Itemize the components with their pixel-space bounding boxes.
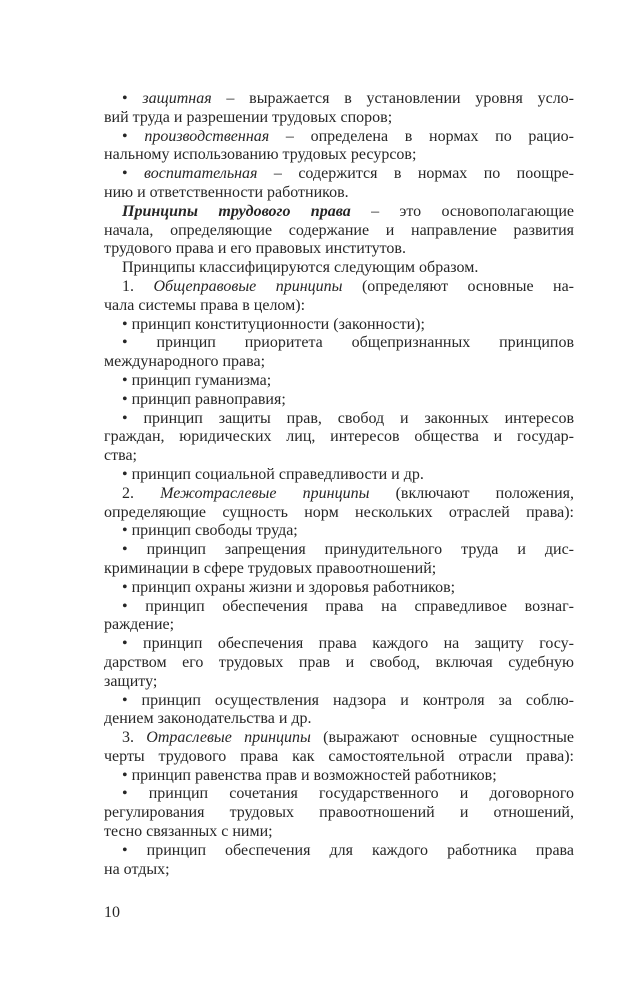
- text-line: [104, 616, 574, 635]
- page-body: [104, 90, 574, 879]
- text-line: [104, 579, 574, 598]
- italic-term: Межотраслевые принципы: [160, 484, 370, 502]
- text-line: [104, 410, 574, 429]
- text-line: [104, 240, 574, 259]
- text-line: [104, 842, 574, 861]
- text-run: • принцип запрещения принудительного труда и дис-: [122, 541, 574, 559]
- text-line: [104, 635, 574, 654]
- text-run: • принцип обеспечения права каждого на защиту госу-: [122, 635, 574, 653]
- text-run: начала, определяющие содержание и направление развития: [104, 221, 574, 239]
- text-run: регулирования трудовых правоотношений и отношений,: [104, 804, 574, 822]
- text-run: ства;: [104, 447, 137, 465]
- text-run: •: [122, 90, 143, 107]
- text-run: трудового права и его правовых институтов.: [104, 240, 406, 258]
- text-line: [104, 654, 574, 673]
- text-line: [104, 804, 574, 823]
- text-line: [104, 710, 574, 729]
- text-run: •: [122, 127, 145, 145]
- text-line: [104, 767, 574, 786]
- text-line: [104, 128, 574, 147]
- text-run: криминации в сфере трудовых правоотношений;: [104, 559, 437, 577]
- text-run: • принцип обеспечения права на справедливое вознаг-: [122, 597, 574, 615]
- text-line: [104, 692, 574, 711]
- text-run: нальному использованию трудовых ресурсов;: [104, 146, 417, 164]
- text-line: [104, 861, 574, 880]
- text-line: [104, 598, 574, 617]
- text-line: [104, 504, 574, 523]
- text-run: международного права;: [104, 353, 266, 371]
- text-run: 2.: [122, 484, 161, 502]
- text-run: – это основополагающие: [350, 202, 575, 220]
- text-run: (выражают основные сущностные: [310, 729, 574, 747]
- text-line: [104, 428, 574, 447]
- text-run: дарством его трудовых прав и свобод, включая судебную: [104, 653, 574, 671]
- text-line: [104, 522, 574, 541]
- text-line: [104, 203, 574, 222]
- page-number: 10: [104, 904, 120, 921]
- text-run: 3.: [122, 729, 147, 747]
- text-line: [104, 785, 574, 804]
- text-run: раждение;: [104, 616, 175, 634]
- text-run: • принцип свободы труда;: [122, 522, 298, 540]
- text-line: [104, 165, 574, 184]
- italic-term: Общеправовые принципы: [153, 277, 343, 295]
- text-line: [104, 485, 574, 504]
- text-run: – содержится в нормах по поощре-: [257, 165, 574, 183]
- text-run: • принцип равенства прав и возможностей работников;: [122, 766, 497, 784]
- italic-term: Отраслевые принципы: [146, 729, 311, 747]
- text-line: [104, 447, 574, 466]
- text-run: вий труда и разрешении трудовых споров;: [104, 108, 393, 126]
- text-run: • принцип осуществления надзора и контроля за соблю-: [122, 691, 574, 709]
- text-run: • принцип приоритета общепризнанных принципов: [122, 334, 574, 352]
- text-run: Принципы классифицируются следующим образом.: [122, 259, 479, 277]
- text-run: черты трудового права как самостоятельной отрасли права):: [104, 747, 574, 765]
- text-run: • принцип сочетания государственного и договорного: [122, 785, 574, 803]
- text-run: нию и ответственности работников.: [104, 183, 349, 201]
- text-line: [104, 90, 574, 109]
- text-line: [104, 391, 574, 410]
- text-run: • принцип гуманизма;: [122, 371, 272, 389]
- text-line: [104, 372, 574, 391]
- text-run: тесно связанных с ними;: [104, 823, 273, 841]
- text-line: [104, 353, 574, 372]
- text-line: [104, 334, 574, 353]
- text-line: [104, 278, 574, 297]
- text-run: определяющие сущность норм нескольких отраслей права):: [104, 503, 574, 521]
- text-line: [104, 560, 574, 579]
- text-run: на отдых;: [104, 860, 170, 878]
- text-run: – определена в нормах по рацио-: [269, 127, 574, 145]
- text-run: • принцип социальной справедливости и др.: [122, 465, 424, 483]
- text-run: 1.: [122, 277, 154, 295]
- text-line: [104, 146, 574, 165]
- text-run: • принцип охраны жизни и здоровья работников;: [122, 578, 456, 596]
- text-line: [104, 823, 574, 842]
- text-run: • принцип защиты прав, свобод и законных интересов: [122, 409, 574, 427]
- text-line: [104, 222, 574, 241]
- text-run: • принцип обеспечения для каждого работника права: [122, 841, 574, 859]
- text-line: [104, 184, 574, 203]
- text-line: [104, 729, 574, 748]
- text-run: защиту;: [104, 672, 158, 690]
- text-run: (определяют основные на-: [342, 277, 575, 295]
- bold-italic-term: Принципы трудового права: [122, 202, 351, 220]
- text-line: [104, 297, 574, 316]
- italic-term: воспитательная: [144, 165, 258, 183]
- text-line: [104, 541, 574, 560]
- text-run: (включают положения,: [369, 484, 574, 502]
- text-line: [104, 466, 574, 485]
- text-line: [104, 748, 574, 767]
- text-run: граждан, юридических лиц, интересов общества и государ-: [104, 428, 574, 446]
- text-run: – выражается в установлении уровня усло-: [211, 90, 575, 107]
- text-line: [104, 316, 574, 335]
- text-line: [104, 259, 574, 278]
- text-run: • принцип равноправия;: [122, 390, 286, 408]
- italic-term: производственная: [144, 127, 270, 145]
- text-line: [104, 673, 574, 692]
- text-run: чала системы права в целом):: [104, 296, 306, 314]
- text-run: • принцип конституционности (законности);: [122, 315, 425, 333]
- text-run: •: [122, 165, 145, 183]
- text-run: дением законодательства и др.: [104, 710, 312, 728]
- italic-term: защитная: [142, 90, 212, 107]
- text-line: [104, 109, 574, 128]
